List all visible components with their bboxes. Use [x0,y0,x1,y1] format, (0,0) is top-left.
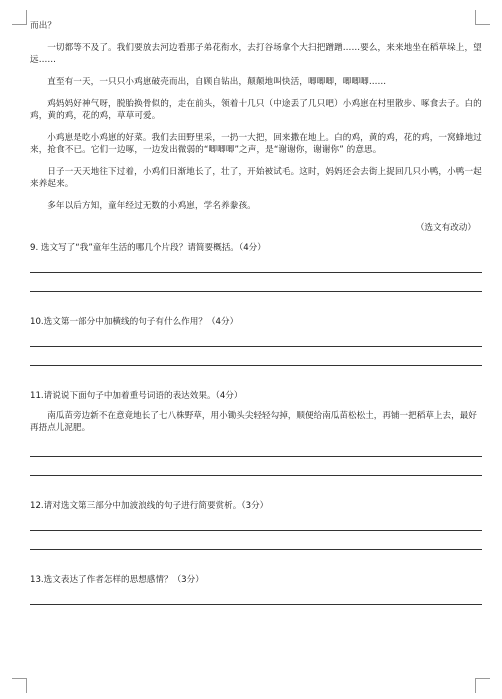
question-13: 13.选文表达了作者怎样的思想感情？（3分） [30,575,204,585]
answer-line[interactable] [30,604,482,605]
paragraph-4: 小鸡崽是吃小鸡崽的好菜。我们去田野里采，一扔一大把，回来撒在地上。白的鸡，黄的鸡，花的鸡，一窝蜂地过来，抢食不已。它们一边啄，一边发出微弱的“唧唧唧”之声，是“谢谢你，谢谢你” 的意思。 [30,133,482,155]
paragraph-2: 直至有一天，一只只小鸡崽破壳而出，自顾自钻出，颠颠地叫快活，唧唧唧，唧唧唧…… [47,77,387,87]
question-11-quote: 南瓜苗旁边新不在意竟地长了七八株野草，用小锄头尖轻轻勾掉，顺便给南瓜苗松松土，再铺一把稻草上去，最好再捂点儿泥肥。 [30,411,477,433]
question-12: 12.请对选文第三部分中加波浪线的句子进行简要赏析。（3分） [30,501,269,511]
document-page [30,20,482,605]
corner-mark-bottom-right [475,678,490,693]
question-9: 9. 选文写了“我”童年生活的哪几个片段？请简要概括。（4分） [30,243,266,253]
paragraph-1: 一切都等不及了。我们要放去河边看那子弟花衔水，去打谷场拿个大扫把蹭蹭……要么，来来地坐在稻草垛上，望远…… [30,43,482,65]
paragraph-3: 鸡妈妈好神气呀，脱胎换骨似的，走在前头，领着十几只（中途丢了几只吧）小鸡崽在村里散步、啄食去子。白的鸡，黄的鸡，花的鸡，草草可爱。 [30,99,482,121]
paragraph-5: 日子一天天地往下过着，小鸡们日渐地长了，壮了，开始被试毛。这时，妈妈还会去街上捉回几只小鸭，小鸭一起来养起来。 [30,167,482,189]
corner-mark-top-left [12,10,27,25]
question-10: 10.选文第一部分中加横线的句子有什么作用？（4分） [30,317,239,327]
paragraph-0: 而出？ [30,21,57,31]
source-note: （选文有改动） [415,223,476,233]
paragraph-6: 多年以后方知，童年经过无数的小鸡崽，学名养豢孩。 [47,201,256,211]
question-11: 11.请说说下面句子中加着重号词语的表达效果。（4分） [30,391,243,401]
corner-mark-bottom-left [12,678,27,693]
